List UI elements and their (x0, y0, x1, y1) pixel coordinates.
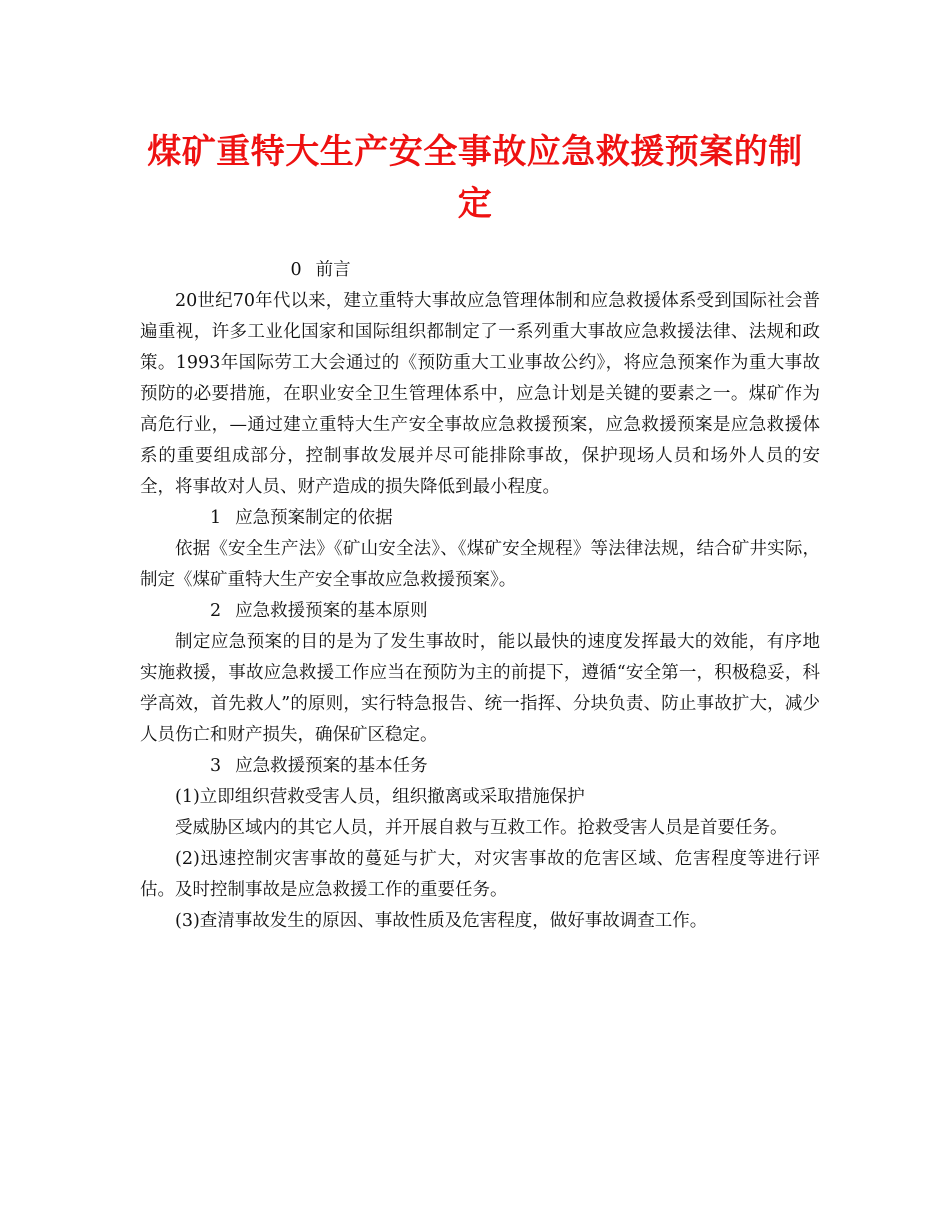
section-number: 3 (210, 756, 222, 776)
task-item-1: (1)立即组织营救受害人员，组织撤离或采取措施保护 (175, 787, 585, 807)
section-title: 前言 (315, 260, 351, 280)
section-title: 应急救援预案的基本任务 (235, 756, 428, 776)
title-line-2: 定 (457, 184, 493, 224)
document-body (140, 255, 820, 937)
paragraph-principles: 制定应急预案的目的是为了发生事故时，能以最快的速度发挥最大的效能，有序地实施救援，事故应急救援工作应当在预防为主的前提下，遵循“安全第一，积极稳妥，科学高效，首先救人”的原则，实行特急报告、统一指挥、分块负责、防止事故扩大，减少人员伤亡和财产损失，确保矿区稳定。 (140, 632, 820, 745)
title-line-1: 煤矿重特大生产安全事故应急救援预案的制 (147, 132, 803, 172)
section-heading-2 (140, 596, 820, 627)
task-item-1-continued: 受威胁区域内的其它人员，并开展自救与互救工作。抢救受害人员是首要任务。 (175, 818, 788, 838)
task-item-2: (2)迅速控制灾害事故的蔓延与扩大，对灾害事故的危害区域、危害程度等进行评估。及时控制事故是应急救援工作的重要任务。 (140, 849, 820, 900)
section-number: 2 (210, 601, 222, 621)
paragraph-basis: 依据《安全生产法》《矿山安全法》、《煤矿安全规程》等法律法规，结合矿井实际，制定《煤矿重特大生产安全事故应急救援预案》。 (140, 539, 820, 590)
task-item-3: (3)查清事故发生的原因、事故性质及危害程度，做好事故调查工作。 (175, 911, 708, 931)
section-title: 应急预案制定的依据 (235, 508, 393, 528)
section-heading-0 (140, 255, 820, 286)
paragraph-preface: 20世纪70年代以来，建立重特大事故应急管理体制和应急救援体系受到国际社会普遍重视，许多工业化国家和国际组织都制定了一系列重大事故应急救援法律、法规和政策。1993年国际劳工大会通过的《预防重大工业事故公约》，将应急预案作为重大事故预防的必要措施，在职业安全卫生管理体系中，应急计划是关键的要素之一。煤矿作为高危行业，—通过建立重特大生产安全事故应急救援预案，应急救援预案是应急救援体系的重要组成部分，控制事故发展并尽可能排除事故，保护现场人员和场外人员的安全，将事故对人员、财产造成的损失降低到最小程度。 (140, 291, 820, 497)
section-number: 1 (210, 508, 222, 528)
section-heading-3 (140, 751, 820, 782)
document-title (120, 126, 830, 230)
section-number: 0 (290, 260, 302, 280)
section-heading-1 (140, 503, 820, 534)
section-title: 应急救援预案的基本原则 (235, 601, 428, 621)
